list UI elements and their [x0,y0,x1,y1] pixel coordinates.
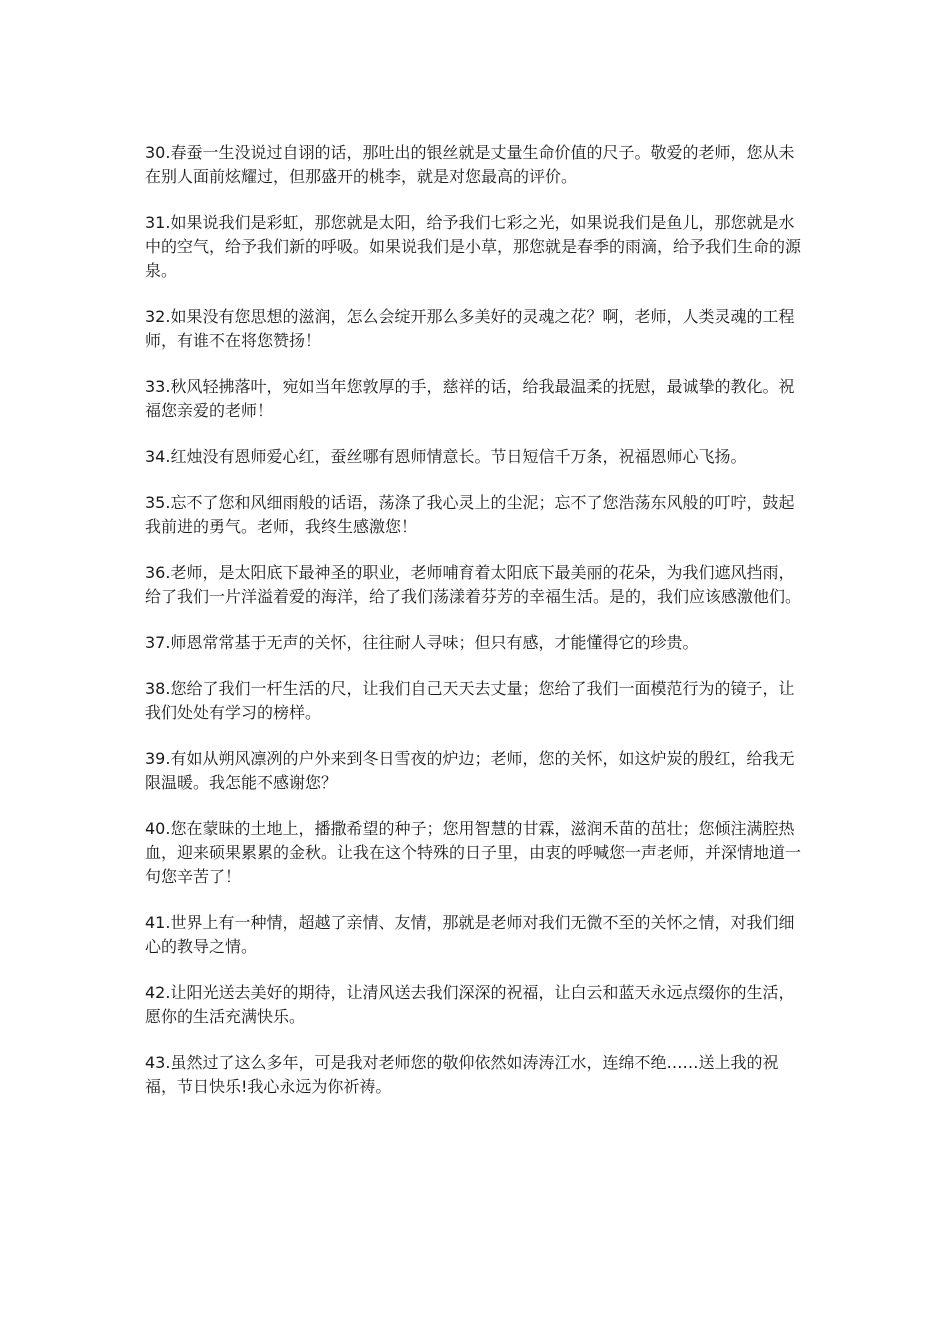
paragraph-31: 31.如果说我们是彩虹，那您就是太阳，给予我们七彩之光，如果说我们是鱼儿，那您就是水中的空气，给予我们新的呼吸。如果说我们是小草，那您就是春季的雨滴，给予我们生命的源泉。 [145,213,802,280]
paragraph-43: 43.虽然过了这么多年，可是我对老师您的敬仰依然如涛涛江水，连绵不绝……送上我的祝福，节日快乐!我心永远为你祈祷。 [145,1053,779,1096]
paragraph-39: 39.有如从朔风凛冽的户外来到冬日雪夜的炉边；老师，您的关怀，如这炉炭的殷红，给我无限温暖。我怎能不感谢您？ [145,749,795,792]
paragraph-41: 41.世界上有一种情，超越了亲情、友情，那就是老师对我们无微不至的关怀之情，对我们细心的教导之情。 [145,913,795,956]
paragraph-32: 32.如果没有您思想的滋润，怎么会绽开那么多美好的灵魂之花？啊，老师，人类灵魂的工程师，有谁不在将您赞扬！ [145,307,795,350]
paragraph-37: 37.师恩常常基于无声的关怀，往往耐人寻味；但只有感，才能懂得它的珍贵。 [145,633,699,652]
paragraph-38: 38.您给了我们一杆生活的尺，让我们自己天天去丈量；您给了我们一面模范行为的镜子，让我们处处有学习的榜样。 [145,679,795,722]
paragraph-36: 36.老师，是太阳底下最神圣的职业，老师哺育着太阳底下最美丽的花朵，为我们遮风挡雨，给了我们一片洋溢着爱的海洋，给了我们荡漾着芬芳的幸福生活。是的，我们应该感激他们。 [145,563,802,606]
paragraph-42: 42.让阳光送去美好的期待，让清风送去我们深深的祝福，让白云和蓝天永远点缀你的生活，愿你的生活充满快乐。 [145,983,795,1026]
paragraph-30: 30.春蚕一生没说过自诩的话，那吐出的银丝就是丈量生命价值的尺子。敬爱的老师，您从未在别人面前炫耀过，但那盛开的桃李，就是对您最高的评价。 [145,143,795,186]
paragraph-34: 34.红烛没有恩师爱心红，蚕丝哪有恩师情意长。节日短信千万条，祝福恩师心飞扬。 [145,447,747,466]
paragraph-33: 33.秋风轻拂落叶，宛如当年您敦厚的手，慈祥的话，给我最温柔的抚慰，最诚挚的教化。祝福您亲爱的老师！ [145,377,795,420]
paragraph-40: 40.您在蒙昧的土地上，播撒希望的种子；您用智慧的甘霖，滋润禾苗的茁壮；您倾注满腔热血，迎来硕果累累的金秋。让我在这个特殊的日子里，由衷的呼喊您一声老师，并深情地道一句您辛苦了！ [145,819,802,886]
document-body [145,141,807,1121]
paragraph-35: 35.忘不了您和风细雨般的话语，荡涤了我心灵上的尘泥；忘不了您浩荡东风般的叮咛，鼓起我前进的勇气。老师，我终生感激您！ [145,493,795,536]
